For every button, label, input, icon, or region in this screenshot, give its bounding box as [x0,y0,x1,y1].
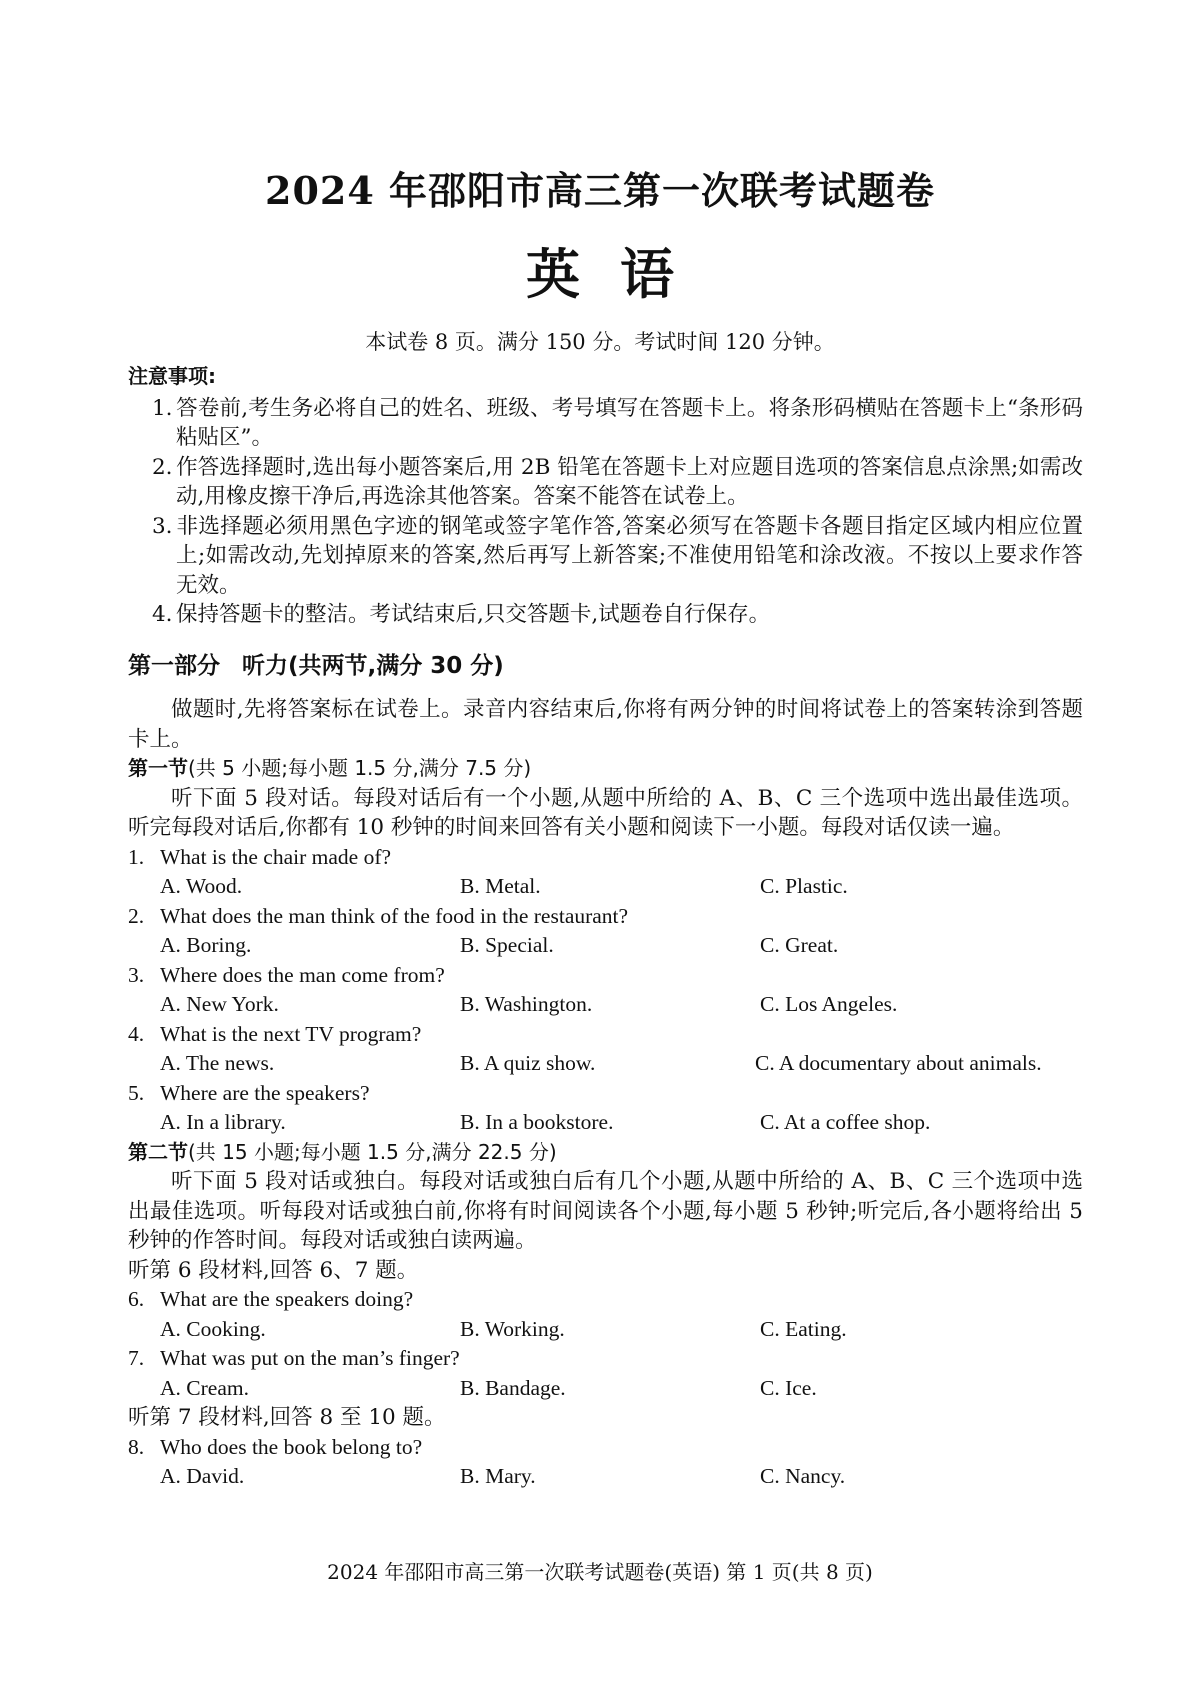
option-b: B. Metal. [460,874,541,898]
option-b: B. Special. [460,933,554,957]
question-1: 1. What is the chair made of? A. Wood. B. Metal. C. Plastic. [128,843,1083,902]
part1-heading [128,652,1083,682]
section2-intro: 听下面 5 段对话或独白。每段对话或独白后有几个小题,从题中所给的 A、B、C 三个选项中选出最佳选项。听每段对话或独白前,你将有时间阅读各个小题,每小题 5 秒钟;听完后,各小题将给出 5 秒钟的作答时间。每段对话或独白读两遍。 [128,1169,1083,1253]
option-a: A. In a library. [160,1110,286,1134]
question-stem: Where does the man come from? [160,962,445,987]
page-footer: 2024 年邵阳市高三第一次联考试题卷(英语) 第 1 页(共 8 页) [327,1560,873,1584]
option-b: B. Bandage. [460,1375,566,1400]
exam-title: 2024 年邵阳市高三第一次联考试题卷 [265,168,935,213]
question-stem: What is the chair made of? [160,844,392,869]
question-3: 3. Where does the man come from? A. New York. B. Washington. C. Los Angeles. [128,961,1083,1020]
question-8: 8. Who does the book belong to? A. David. B. Mary. C. Nancy. [128,1433,1083,1492]
notice-item: 3. 非选择题必须用黑色字迹的钢笔或签字笔作答,答案必须写在答题卡各题目指定区域内相应位置上;如需改动,先划掉原来的答案,然后再写上新答案;不准使用铅笔和涂改液。不按以上要求作答无效。 [152,513,1083,598]
option-b: B. In a bookstore. [460,1110,614,1134]
option-c: C. Great. [760,933,839,957]
section1-intro: 听下面 5 段对话。每段对话后有一个小题,从题中所给的 A、B、C 三个选项中选出最佳选项。听完每段对话后,你都有 10 秒钟的时间来回答有关小题和阅读下一小题。每段对话仅读一遍。 [128,785,1083,840]
question-4: 4. What is the next TV program? A. The news. B. A quiz show. C. A documentary about animals. [128,1020,1083,1079]
question-stem: What is the next TV program? [160,1021,422,1046]
option-c: C. At a coffee shop. [760,1110,931,1134]
option-c: C. Plastic. [760,874,848,898]
section1-rule: (共 5 小题;每小题 1.5 分,满分 7.5 分) [188,756,532,780]
section2-rule: (共 15 小题;每小题 1.5 分,满分 22.5 分) [188,1139,557,1164]
material-7-heading: 听第 7 段材料,回答 8 至 10 题。 [128,1405,446,1430]
subject-title: 英语 [526,242,714,306]
option-c: C. Nancy. [760,1464,846,1488]
option-a: A. Cream. [160,1375,249,1400]
option-a: A. The news. [160,1051,275,1075]
option-a: A. David. [160,1464,245,1488]
section2-name: 第二节 [128,1139,188,1164]
notice-item: 2. 作答选择题时,选出每小题答案后,用 2B 铅笔在答题卡上对应题目选项的答案信息点涂黑;如需改动,用橡皮擦干净后,再选涂其他答案。答案不能答在试卷上。 [152,454,1083,509]
material-6-heading: 听第 6 段材料,回答 6、7 题。 [128,1257,419,1283]
question-stem: What was put on the man’s finger? [160,1346,460,1370]
exam-info: 本试卷 8 页。满分 150 分。考试时间 120 分钟。 [365,330,835,354]
notice-heading: 注意事项: [128,364,216,388]
option-c: C. Los Angeles. [760,992,898,1016]
option-c: C. Eating. [760,1316,847,1341]
question-stem: What does the man think of the food in the restaurant? [160,903,629,928]
part1-intro: 做题时,先将答案标在试卷上。录音内容结束后,你将有两分钟的时间将试卷上的答案转涂到答题卡上。 [128,697,1083,752]
question-stem: Where are the speakers? [160,1080,370,1105]
question-6: 6. What are the speakers doing? A. Cooking. B. Working. C. Eating. [128,1285,1083,1344]
option-b: B. A quiz show. [460,1051,596,1075]
section1-name: 第一节 [128,756,188,780]
option-a: A. New York. [160,992,279,1016]
notice-list [128,394,1083,630]
option-b: B. Mary. [460,1464,536,1488]
option-a: A. Boring. [160,933,252,957]
notice-item: 1. 答卷前,考生务必将自己的姓名、班级、考号填写在答题卡上。将条形码横贴在答题卡上“条形码粘贴区”。 [152,395,1083,450]
option-a: A. Wood. [160,874,243,898]
part1-name: 第一部分 [128,652,220,679]
question-stem: What are the speakers doing? [160,1287,414,1311]
option-c: C. A documentary about animals. [755,1051,1042,1075]
option-c: C. Ice. [760,1375,817,1400]
question-stem: Who does the book belong to? [160,1434,423,1459]
option-b: B. Washington. [460,992,593,1016]
section1-heading [128,754,1083,784]
part1-title: 听力(共两节,满分 30 分) [242,652,504,679]
exam-content [128,362,1083,1492]
option-b: B. Working. [460,1316,565,1341]
notice-item: 4. 保持答题卡的整洁。考试结束后,只交答题卡,试题卷自行保存。 [152,602,771,627]
option-a: A. Cooking. [160,1316,266,1341]
question-2: 2. What does the man think of the food in the restaurant? A. Boring. B. Special. C. Great. [128,902,1083,961]
section2-heading [128,1138,1083,1168]
question-7: 7. What was put on the man’s finger? A. Cream. B. Bandage. C. Ice. [128,1344,1083,1403]
question-5: 5. Where are the speakers? A. In a library. B. In a bookstore. C. At a coffee shop. [128,1079,1083,1138]
